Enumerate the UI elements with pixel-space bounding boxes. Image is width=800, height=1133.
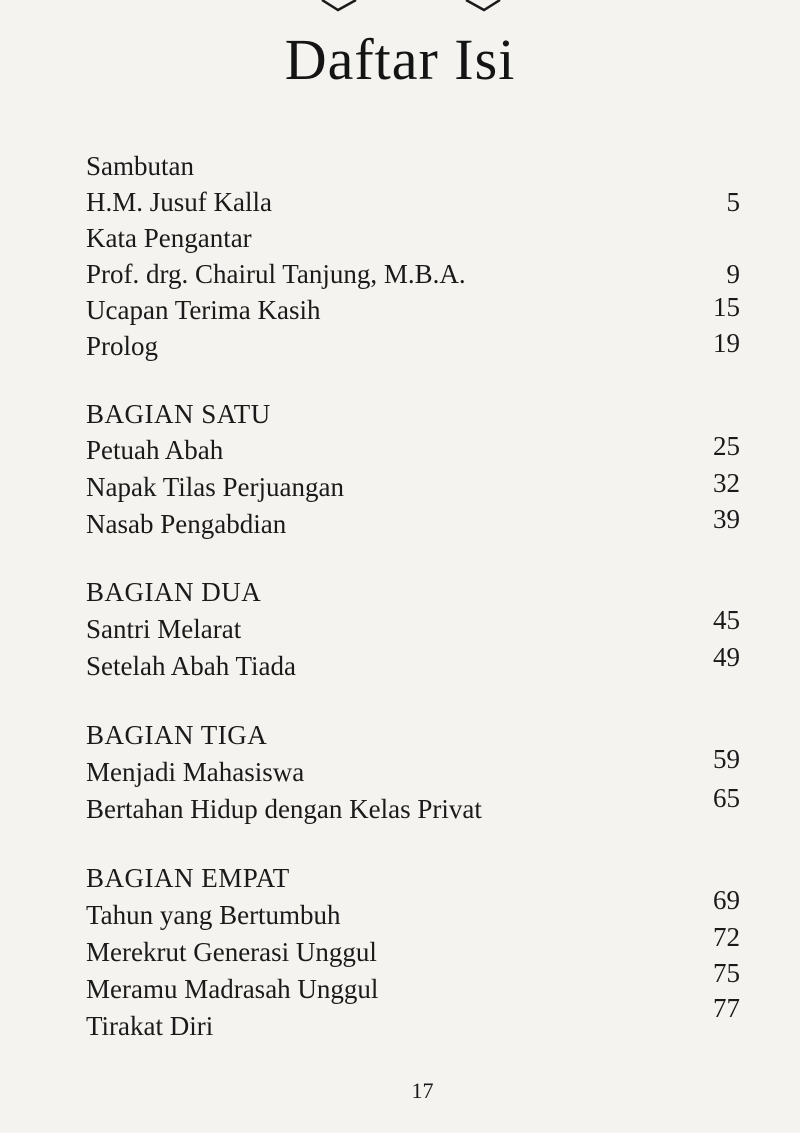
toc-entry-nasab-pengabdian[interactable]: Nasab Pengabdian: [86, 509, 287, 539]
toc-entry-santri-melarat[interactable]: Santri Melarat: [86, 614, 242, 644]
toc-entry-tirakat-diri[interactable]: Tirakat Diri: [86, 1011, 214, 1041]
toc-entry-tahun-yang-bertumbuh[interactable]: Tahun yang Bertumbuh: [86, 900, 341, 930]
toc-page-number: 5: [726, 187, 740, 217]
toc-entry-chairul-tanjung[interactable]: Prof. drg. Chairul Tanjung, M.B.A.: [86, 259, 466, 289]
toc-entry-napak-tilas[interactable]: Napak Tilas Perjuangan: [86, 472, 344, 502]
toc-page-number: 25: [713, 431, 740, 461]
toc-page-number: 15: [713, 292, 740, 322]
section-heading-bagian-empat: BAGIAN EMPAT: [86, 863, 290, 893]
toc-page-number: 75: [713, 958, 740, 988]
toc-page-number: 77: [713, 993, 740, 1023]
toc-page-number: 32: [713, 468, 740, 498]
toc-entry-meramu-madrasah[interactable]: Meramu Madrasah Unggul: [86, 974, 379, 1004]
toc-entry-kata-pengantar[interactable]: Kata Pengantar: [86, 223, 252, 253]
toc-page-number: 45: [713, 605, 740, 635]
toc-page-number: 9: [726, 259, 740, 289]
toc-entry-sambutan[interactable]: Sambutan: [86, 151, 194, 181]
toc-page-number: 72: [713, 922, 740, 952]
toc-page-number: 39: [713, 504, 740, 534]
section-heading-bagian-tiga: BAGIAN TIGA: [86, 720, 268, 750]
toc-entry-jusuf-kalla[interactable]: H.M. Jusuf Kalla: [86, 187, 272, 217]
toc-page-number: 49: [713, 642, 740, 672]
page-title: Daftar Isi: [284, 27, 516, 92]
toc-entry-bertahan-hidup[interactable]: Bertahan Hidup dengan Kelas Privat: [86, 794, 482, 824]
toc-page-number: 59: [713, 744, 740, 774]
toc-page-number: 65: [713, 783, 740, 813]
toc-entry-menjadi-mahasiswa[interactable]: Menjadi Mahasiswa: [86, 757, 305, 787]
toc-entry-setelah-abah-tiada[interactable]: Setelah Abah Tiada: [86, 651, 296, 681]
toc-entry-ucapan-terima-kasih[interactable]: Ucapan Terima Kasih: [86, 295, 321, 325]
toc-page-number: 69: [713, 885, 740, 915]
section-heading-bagian-dua: BAGIAN DUA: [86, 577, 262, 607]
section-heading-bagian-satu: BAGIAN SATU: [86, 399, 271, 429]
toc-entry-prolog[interactable]: Prolog: [86, 331, 159, 361]
toc-page-number: 19: [713, 328, 740, 358]
toc-entry-merekrut-generasi[interactable]: Merekrut Generasi Unggul: [86, 937, 377, 967]
page-number: 17: [411, 1078, 434, 1103]
toc-entry-petuah-abah[interactable]: Petuah Abah: [86, 435, 224, 465]
